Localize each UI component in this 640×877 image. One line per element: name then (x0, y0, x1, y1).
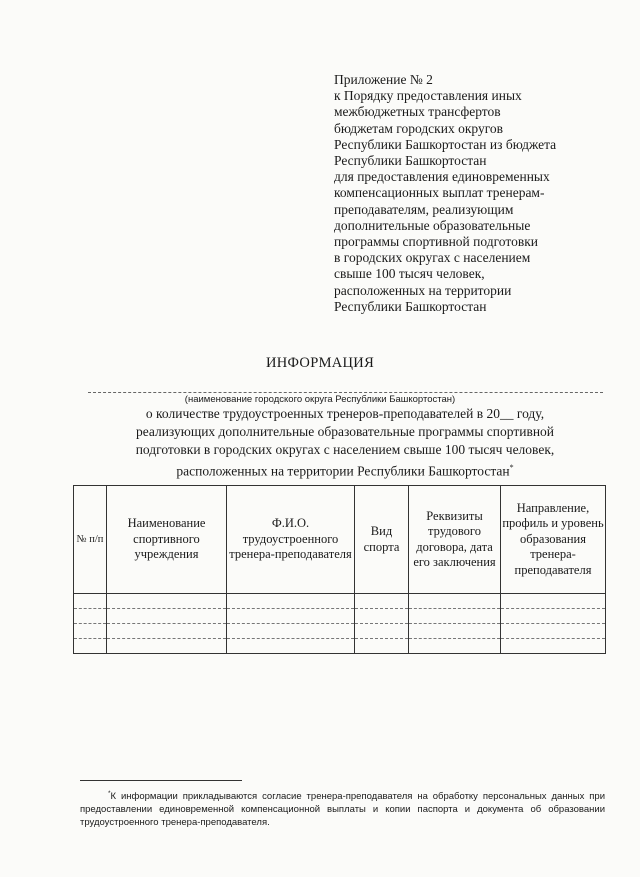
table-cell[interactable] (355, 609, 409, 624)
subtitle-line-text: расположенных на территории Республики Башкортостан (176, 463, 510, 479)
table-cell[interactable] (227, 624, 355, 639)
footnote-marker: * (509, 463, 514, 472)
table-cell[interactable] (409, 624, 501, 639)
appendix-line: к Порядку предоставления иных (334, 88, 522, 104)
appendix-line: расположенных на территории (334, 282, 512, 298)
appendix-line: Республики Башкортостан из бюджета (334, 136, 557, 152)
table-cell[interactable] (227, 639, 355, 654)
appendix-line: Республики Башкортостан (334, 153, 487, 169)
appendix-line: дополнительные образовательные (334, 217, 531, 233)
header-coach-name: Ф.И.О. трудоустроенного тренера-преподавателя (227, 486, 355, 594)
table-cell[interactable] (107, 639, 227, 654)
table-cell[interactable] (355, 594, 409, 609)
appendix-line: компенсационных выплат тренерам- (334, 185, 545, 201)
footnote-mark: * (108, 790, 111, 797)
table-cell[interactable] (227, 594, 355, 609)
footnote-divider (80, 780, 242, 781)
municipality-caption: (наименование городского округа Республики Башкортостан) (184, 394, 456, 405)
table-cell[interactable] (501, 639, 606, 654)
header-education: Направление, профиль и уровень образования тренера-преподавателя (501, 486, 606, 594)
table-cell[interactable] (501, 609, 606, 624)
table-cell[interactable] (107, 594, 227, 609)
header-sport: Вид спорта (355, 486, 409, 594)
subtitle-line: о количестве трудоустроенных тренеров-преподавателей в 20__ году, (145, 406, 545, 421)
table-row (74, 639, 606, 654)
table-cell[interactable] (501, 594, 606, 609)
table-cell[interactable] (74, 609, 107, 624)
appendix-line: программы спортивной подготовки (334, 234, 539, 250)
footnote (80, 787, 605, 829)
subtitle-line: реализующих дополнительные образовательные программы спортивной (135, 424, 555, 439)
appendix-line: для предоставления единовременных (334, 169, 550, 185)
table-cell[interactable] (107, 624, 227, 639)
footnote-text: К информации прикладываются согласие тренера-преподавателя на обработку персональных данных при предоставлении единовременной компенсационной выплаты и копии паспорта и документа об образовании трудоустроенного тренера-преподавателя. (80, 791, 605, 829)
table-cell[interactable] (227, 609, 355, 624)
appendix-line: Приложение № 2 (334, 72, 433, 87)
table-cell[interactable] (74, 594, 107, 609)
header-contract: Реквизиты трудового договора, дата его заключения (409, 486, 501, 594)
table-cell[interactable] (409, 639, 501, 654)
table-cell[interactable] (355, 624, 409, 639)
header-institution: Наименование спортивного учреждения (107, 486, 227, 594)
table-cell[interactable] (409, 594, 501, 609)
table-cell[interactable] (74, 624, 107, 639)
table-cell[interactable] (74, 639, 107, 654)
table-cell[interactable] (107, 609, 227, 624)
appendix-line: межбюджетных трансфертов (334, 104, 501, 120)
appendix-line: Республики Башкортостан (334, 298, 487, 314)
table-cell[interactable] (409, 609, 501, 624)
appendix-line: бюджетам городских округов (334, 120, 504, 136)
subtitle-line (80, 459, 610, 481)
table-cell[interactable] (501, 624, 606, 639)
appendix-line: свыше 100 тысяч человек, (334, 266, 485, 282)
table-header-row (74, 486, 606, 594)
appendix-block (334, 72, 614, 315)
document-title: ИНФОРМАЦИЯ (265, 355, 375, 371)
appendix-line: в городских округах с населением (334, 250, 531, 266)
table-row (74, 594, 606, 609)
table-cell[interactable] (355, 639, 409, 654)
header-number: № п/п (74, 486, 107, 594)
municipality-fill-line (88, 392, 603, 393)
document-subtitle (80, 405, 610, 481)
appendix-line: преподавателям, реализующим (334, 201, 514, 217)
table-row (74, 624, 606, 639)
info-table (73, 485, 606, 654)
table-row (74, 609, 606, 624)
subtitle-line: подготовки в городских округах с населением свыше 100 тысяч человек, (135, 442, 555, 457)
